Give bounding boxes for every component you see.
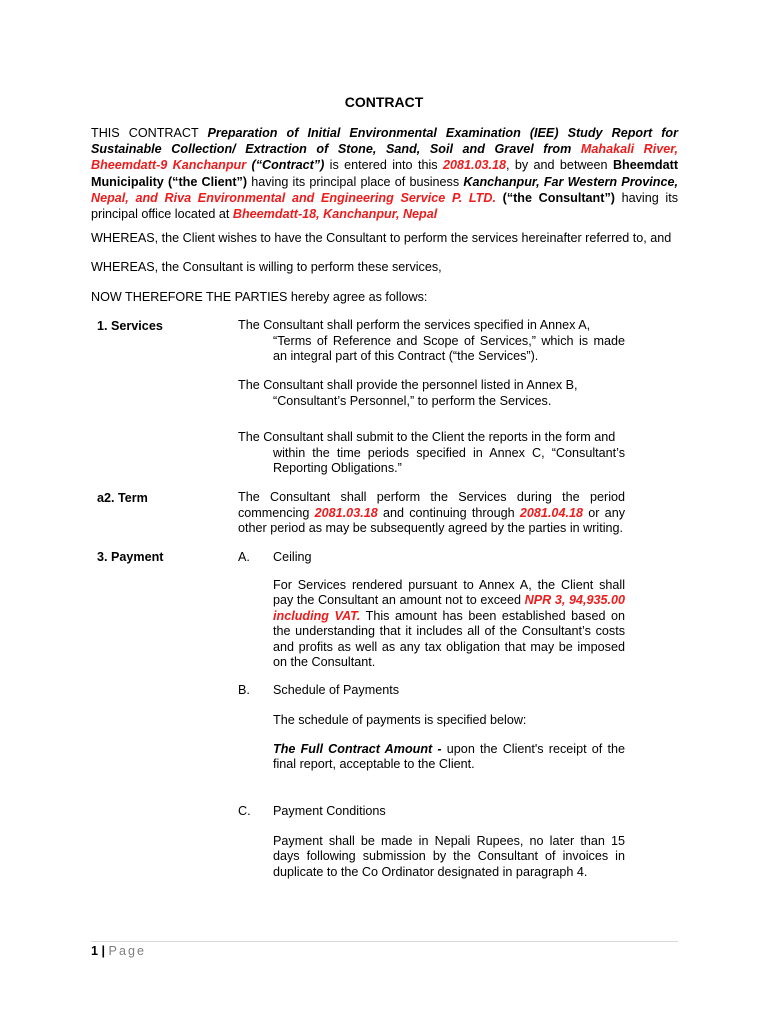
- services-paragraph-2: [238, 378, 625, 409]
- section-term-heading: a2. Term: [97, 491, 148, 505]
- payment-conditions-paragraph: Payment shall be made in Nepali Rupees, no later than 15 days following submission by the Consultant of invoices in duplicate to the Co Ordinator designated in paragraph 4.: [273, 834, 625, 879]
- full-contract-amount-label: The Full Contract Amount -: [273, 742, 442, 756]
- term-text: or any other period as may be subsequently agreed by the parties in writing.: [238, 505, 625, 536]
- footer-separator: |: [98, 944, 109, 958]
- section-payment-heading: 3. Payment: [97, 550, 164, 564]
- services-text: “Terms of Reference and Scope of Services,” which is made an integral part of this Contract (“the Services”).: [273, 333, 625, 364]
- consultant-label: (“the Consultant”): [495, 190, 615, 205]
- intro-text: THIS CONTRACT: [91, 126, 208, 140]
- consultant-address: Bheemdatt-18, Kanchanpur, Nepal: [232, 207, 438, 222]
- whereas-clause-1: WHEREAS, the Client wishes to have the Consultant to perform the services hereinafter referred to, and: [91, 231, 672, 245]
- term-paragraph: [238, 490, 625, 537]
- intro-text: having its principal place of business: [247, 174, 464, 189]
- page-number: 1: [91, 944, 99, 958]
- whereas-clause-2: WHEREAS, the Consultant is willing to perform these services,: [91, 260, 442, 274]
- payment-text: For Services rendered pursuant to Annex A, the Client shall pay the Consultant an amount not to exceed: [273, 578, 625, 608]
- payment-item-c-letter: C.: [238, 804, 251, 818]
- project-location: Mahakali River, Bheemdatt-9 Kanchanpur: [91, 142, 678, 173]
- term-text: and continuing through: [377, 505, 520, 520]
- term-text: The Consultant shall perform the Services during the period commencing: [238, 490, 625, 520]
- agreement-statement: NOW THEREFORE THE PARTIES hereby agree as follows:: [91, 290, 428, 304]
- client-address: Kanchanpur, Far Western Province,: [463, 174, 678, 189]
- client-name: Bheemdatt Municipality (“the Client”): [91, 158, 679, 189]
- section-services-heading: 1. Services: [97, 319, 163, 333]
- payment-schedule-paragraph: [273, 742, 625, 773]
- services-text: The Consultant shall submit to the Client the reports in the form and: [238, 430, 616, 444]
- consultant-name: Nepal, and Riva Environmental and Engineering Service P. LTD.: [91, 190, 496, 205]
- term-start-date: 2081.03.18: [314, 505, 378, 520]
- payment-conditions-title: Payment Conditions: [273, 804, 386, 818]
- payment-item-a-letter: A.: [238, 550, 250, 564]
- footer-divider: [91, 941, 678, 942]
- payment-schedule-title: Schedule of Payments: [273, 683, 400, 697]
- payment-text: This amount has been established based on the understanding that it includes all of the Consultant’s costs and profits as well as any tax obligation that may be imposed on the Consultant.: [273, 608, 625, 670]
- services-text: The Consultant shall provide the personnel listed in Annex B,: [238, 378, 578, 392]
- services-text: within the time periods specified in Annex C, “Consultant’s Reporting Obligations.”: [273, 445, 625, 476]
- contract-date: 2081.03.18: [442, 158, 506, 173]
- services-text: “Consultant’s Personnel,” to perform the Services.: [273, 393, 552, 408]
- page-footer: [91, 944, 146, 958]
- payment-ceiling-paragraph: [273, 578, 625, 670]
- project-title: Preparation of Initial Environmental Examination (IEE) Study Report for Sustainable Collection/ Extraction of Stone, Sand, Soil and Gravel from: [91, 126, 679, 157]
- intro-text: is entered into this: [324, 158, 443, 173]
- intro-text: , by and between: [505, 158, 613, 173]
- services-paragraph-1: [238, 318, 625, 365]
- payment-ceiling-title: Ceiling: [273, 550, 312, 564]
- contract-intro-paragraph: [91, 125, 678, 222]
- payment-item-b-letter: B.: [238, 683, 250, 697]
- payment-text: upon the Client's receipt of the final report, acceptable to the Client.: [273, 742, 625, 772]
- contract-amount: NPR 3, 94,935.00 including VAT.: [273, 593, 625, 623]
- services-paragraph-3: [238, 430, 625, 477]
- contract-term-label: (“Contract”): [246, 158, 325, 173]
- term-end-date: 2081.04.18: [519, 505, 583, 520]
- payment-schedule-intro: The schedule of payments is specified below:: [273, 713, 527, 727]
- document-title: CONTRACT: [344, 94, 424, 110]
- services-text: The Consultant shall perform the services specified in Annex A,: [238, 318, 591, 332]
- page-word: Page: [108, 944, 146, 958]
- intro-text: having its principal office located at: [91, 190, 678, 222]
